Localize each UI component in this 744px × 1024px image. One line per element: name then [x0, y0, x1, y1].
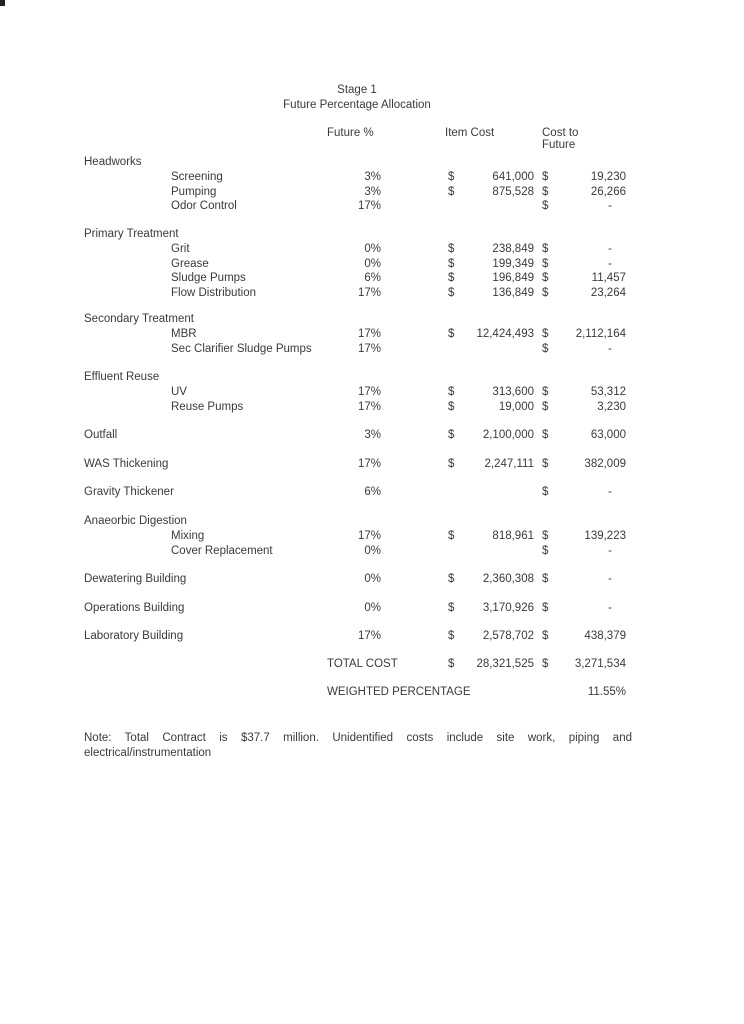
section-header — [0, 313, 744, 327]
table-row — [0, 186, 744, 200]
currency-symbol: $ — [542, 486, 549, 498]
future-percent: 17% — [357, 458, 381, 470]
item-cost: 3,170,926 — [482, 602, 534, 614]
future-percent: 17% — [357, 529, 381, 542]
section-name: Headworks — [84, 156, 142, 168]
currency-symbol: $ — [542, 602, 549, 614]
section-name: Primary Treatment — [84, 228, 179, 240]
currency-symbol: $ — [542, 287, 549, 300]
table-row — [0, 486, 744, 500]
currency-symbol: $ — [448, 170, 455, 183]
line-item-name: Odor Control — [171, 200, 237, 213]
line-item-name: Cover Replacement — [171, 544, 273, 557]
future-percent: 0% — [364, 257, 381, 270]
future-percent: 3% — [364, 170, 381, 183]
table-row — [0, 200, 744, 214]
table-row — [0, 630, 744, 644]
footnote: Note: Total Contract is $37.7 million. Unidentified costs include site work, piping and electrical/instrumentation — [84, 732, 632, 759]
line-item-name: Sludge Pumps — [171, 272, 246, 285]
cost-to-future: 53,312 — [590, 385, 626, 398]
future-percent: 17% — [357, 327, 381, 340]
cost-to-future: 438,379 — [584, 630, 626, 642]
weighted-percentage-value: 11.55% — [587, 686, 626, 698]
section-header — [0, 515, 744, 529]
item-cost: 196,849 — [492, 272, 534, 285]
future-percent: 17% — [357, 287, 381, 300]
future-percent: 17% — [357, 630, 381, 642]
line-item-name: Operations Building — [84, 602, 185, 614]
currency-symbol: $ — [448, 529, 455, 542]
future-percent: 17% — [357, 385, 381, 398]
line-item-name: WAS Thickening — [84, 458, 169, 470]
cost-to-future: 63,000 — [590, 429, 626, 441]
table-row — [0, 258, 744, 272]
line-item-name: Grit — [171, 242, 190, 255]
currency-symbol: $ — [542, 400, 549, 413]
future-percent: 6% — [364, 486, 381, 498]
column-header-item-cost: Item Cost — [445, 127, 495, 139]
future-percent: 3% — [364, 429, 381, 441]
currency-symbol: $ — [448, 458, 455, 470]
currency-symbol: $ — [542, 170, 549, 183]
currency-symbol: $ — [542, 342, 549, 355]
line-item-name: Gravity Thickener — [84, 486, 174, 498]
cost-to-future: 3,230 — [597, 400, 626, 413]
section-name: Anaeorbic Digestion — [84, 515, 187, 527]
table-row — [0, 545, 744, 559]
total-cost-to-future: 3,271,534 — [574, 658, 626, 670]
cost-to-future: - — [608, 573, 612, 585]
future-percent: 17% — [357, 200, 381, 213]
currency-symbol: $ — [542, 385, 549, 398]
currency-symbol: $ — [542, 200, 549, 213]
table-row — [0, 401, 744, 415]
future-percent: 6% — [364, 272, 381, 285]
cost-to-future: 23,264 — [590, 287, 626, 300]
column-header-cost-to-future — [542, 127, 578, 151]
table-row — [0, 429, 744, 443]
cost-to-future: 19,230 — [590, 170, 626, 183]
cost-to-future: 2,112,164 — [575, 327, 626, 340]
table-row — [0, 458, 744, 472]
item-cost: 2,360,308 — [482, 573, 534, 585]
line-item-name: Mixing — [171, 529, 205, 542]
cost-to-future: 139,223 — [584, 529, 626, 542]
currency-symbol: $ — [542, 429, 549, 441]
future-percent: 0% — [364, 242, 381, 255]
currency-symbol: $ — [542, 630, 549, 642]
total-cost-row — [0, 658, 744, 672]
section-header — [0, 156, 744, 170]
table-row — [0, 573, 744, 587]
table-row — [0, 530, 744, 544]
item-cost: 641,000 — [492, 170, 534, 183]
currency-symbol: $ — [448, 327, 455, 340]
item-cost: 2,247,111 — [484, 458, 534, 470]
table-row — [0, 243, 744, 257]
item-cost: 136,849 — [492, 287, 534, 300]
line-item-name: MBR — [171, 327, 197, 340]
item-cost: 313,600 — [492, 385, 534, 398]
table-row — [0, 287, 744, 301]
currency-symbol: $ — [542, 242, 549, 255]
currency-symbol: $ — [448, 257, 455, 270]
table-row — [0, 386, 744, 400]
cost-to-future: - — [608, 342, 612, 355]
currency-symbol: $ — [448, 272, 455, 285]
item-cost: 2,100,000 — [482, 429, 534, 441]
future-percent: 17% — [357, 342, 381, 355]
currency-symbol: $ — [448, 602, 455, 614]
future-percent: 17% — [357, 400, 381, 413]
weighted-percentage-label: WEIGHTED PERCENTAGE — [327, 686, 471, 698]
total-item-cost: 28,321,525 — [476, 658, 534, 670]
currency-symbol: $ — [448, 573, 455, 585]
table-row — [0, 171, 744, 185]
section-header — [0, 228, 744, 242]
cost-to-future: 382,009 — [584, 458, 626, 470]
line-item-name: Dewatering Building — [84, 573, 187, 585]
line-item-name: Sec Clarifier Sludge Pumps — [171, 342, 312, 355]
column-header-future-pct: Future % — [327, 127, 374, 139]
currency-symbol: $ — [542, 544, 549, 557]
currency-symbol: $ — [542, 185, 549, 198]
currency-symbol: $ — [448, 400, 455, 413]
line-item-name: Flow Distribution — [171, 287, 256, 300]
cost-to-future: 26,266 — [590, 185, 626, 198]
section-name: Secondary Treatment — [84, 313, 194, 325]
currency-symbol: $ — [448, 385, 455, 398]
cost-to-future: - — [608, 242, 612, 255]
line-item-name: Laboratory Building — [84, 630, 184, 642]
currency-symbol: $ — [542, 573, 549, 585]
item-cost: 12,424,493 — [476, 327, 534, 340]
table-row — [0, 343, 744, 357]
table-row — [0, 602, 744, 616]
currency-symbol: $ — [542, 257, 549, 270]
future-percent: 0% — [364, 573, 381, 585]
section-header — [0, 371, 744, 385]
weighted-percentage-row — [0, 686, 744, 700]
line-item-name: Reuse Pumps — [171, 400, 244, 413]
column-header-cost-to-future-line2: Future — [542, 139, 576, 151]
table-row — [0, 272, 744, 286]
cost-to-future: - — [608, 257, 612, 270]
currency-symbol: $ — [542, 327, 549, 340]
cost-to-future: - — [608, 602, 612, 614]
currency-symbol: $ — [448, 287, 455, 300]
item-cost: 875,528 — [492, 185, 534, 198]
page-subtitle: Future Percentage Allocation — [283, 99, 431, 111]
line-item-name: Screening — [171, 170, 223, 183]
future-percent: 0% — [364, 602, 381, 614]
table-row — [0, 328, 744, 342]
section-name: Effluent Reuse — [84, 371, 160, 383]
cost-to-future: - — [608, 486, 612, 498]
line-item-name: Outfall — [84, 429, 118, 441]
cost-to-future: 11,457 — [591, 272, 626, 285]
currency-symbol: $ — [542, 529, 549, 542]
scan-corner-mark — [0, 0, 5, 6]
item-cost: 238,849 — [492, 242, 534, 255]
currency-symbol: $ — [448, 429, 455, 441]
total-cost-label: TOTAL COST — [327, 658, 398, 670]
cost-to-future: - — [608, 200, 612, 213]
item-cost: 199,349 — [492, 257, 534, 270]
column-header-cost-to-future-line1: Cost to — [542, 127, 579, 139]
page-title: Stage 1 — [337, 84, 377, 96]
item-cost: 19,000 — [498, 400, 534, 413]
future-percent: 0% — [364, 544, 381, 557]
currency-symbol: $ — [448, 630, 455, 642]
future-percent: 3% — [364, 185, 381, 198]
line-item-name: Pumping — [171, 185, 217, 198]
item-cost: 2,578,702 — [482, 630, 534, 642]
currency-symbol: $ — [448, 185, 455, 198]
currency-symbol: $ — [448, 658, 455, 670]
currency-symbol: $ — [542, 272, 549, 285]
line-item-name: Grease — [171, 257, 209, 270]
line-item-name: UV — [171, 385, 187, 398]
cost-to-future: - — [608, 544, 612, 557]
item-cost: 818,961 — [492, 529, 534, 542]
currency-symbol: $ — [448, 242, 455, 255]
currency-symbol: $ — [542, 658, 549, 670]
currency-symbol: $ — [542, 458, 549, 470]
